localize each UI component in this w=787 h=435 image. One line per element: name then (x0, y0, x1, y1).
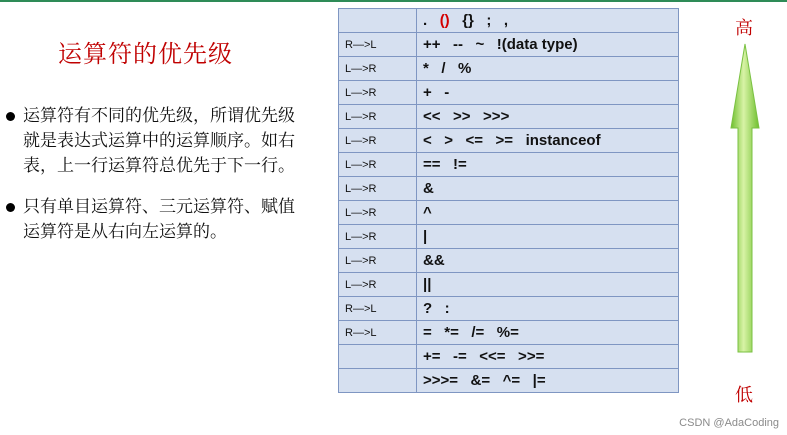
direction-cell: L—>R (339, 249, 417, 273)
operators-cell: * / % (417, 57, 679, 81)
operators-cell: ^ (417, 201, 679, 225)
table-row (339, 9, 679, 33)
table-row (339, 321, 679, 345)
precedence-table (338, 8, 679, 393)
bullet-text: 运算符有不同的优先级，所谓优先级就是表达式运算中的运算顺序。如右表，上一行运算符总优先于下一行。 (23, 106, 295, 176)
table-row (339, 81, 679, 105)
table-row (339, 369, 679, 393)
table-row (339, 249, 679, 273)
operators-cell: += -= <<= >>= (417, 345, 679, 369)
operators-cell: + - (417, 81, 679, 105)
direction-cell: L—>R (339, 225, 417, 249)
direction-cell: R—>L (339, 297, 417, 321)
direction-cell: L—>R (339, 129, 417, 153)
direction-cell (339, 345, 417, 369)
parentheses-operator: () (439, 12, 450, 29)
direction-cell: L—>R (339, 105, 417, 129)
operator-text: {} ; , (462, 12, 509, 29)
direction-cell: L—>R (339, 177, 417, 201)
table-row (339, 345, 679, 369)
operators-cell: & (417, 177, 679, 201)
direction-cell: R—>L (339, 321, 417, 345)
watermark: CSDN @AdaCoding (679, 417, 779, 429)
table-row (339, 105, 679, 129)
table-row (339, 129, 679, 153)
bullet-item (6, 195, 316, 245)
operators-cell (417, 9, 679, 33)
up-arrow-icon (716, 0, 774, 435)
direction-cell: R—>L (339, 33, 417, 57)
operators-cell: ++ -- ~ !(data type) (417, 33, 679, 57)
operators-cell: = *= /= %= (417, 321, 679, 345)
direction-cell: L—>R (339, 273, 417, 297)
direction-cell: L—>R (339, 153, 417, 177)
operators-cell: | (417, 225, 679, 249)
bullet-dot-icon (6, 203, 15, 212)
high-priority-label: 高 (735, 18, 753, 39)
operators-cell: == != (417, 153, 679, 177)
bullet-item (6, 104, 316, 179)
operators-cell: && (417, 249, 679, 273)
operators-cell: << >> >>> (417, 105, 679, 129)
direction-cell: L—>R (339, 81, 417, 105)
operators-cell: < > <= >= instanceof (417, 129, 679, 153)
operators-cell: >>>= &= ^= |= (417, 369, 679, 393)
operators-cell: || (417, 273, 679, 297)
low-priority-label: 低 (735, 385, 753, 406)
table-row (339, 225, 679, 249)
table-row (339, 201, 679, 225)
table-row (339, 297, 679, 321)
table-row (339, 153, 679, 177)
operator-text: . (423, 12, 428, 29)
table-row (339, 33, 679, 57)
operators-cell: ? : (417, 297, 679, 321)
bullet-list (6, 104, 316, 261)
table-row (339, 273, 679, 297)
direction-cell: L—>R (339, 201, 417, 225)
direction-cell: L—>R (339, 57, 417, 81)
table-row (339, 177, 679, 201)
bullet-dot-icon (6, 112, 15, 121)
top-divider (0, 0, 787, 2)
slide-title: 运算符的优先级 (58, 40, 233, 68)
table-row (339, 57, 679, 81)
direction-cell (339, 369, 417, 393)
bullet-text: 只有单目运算符、三元运算符、赋值运算符是从右向左运算的。 (23, 197, 295, 242)
direction-cell (339, 9, 417, 33)
